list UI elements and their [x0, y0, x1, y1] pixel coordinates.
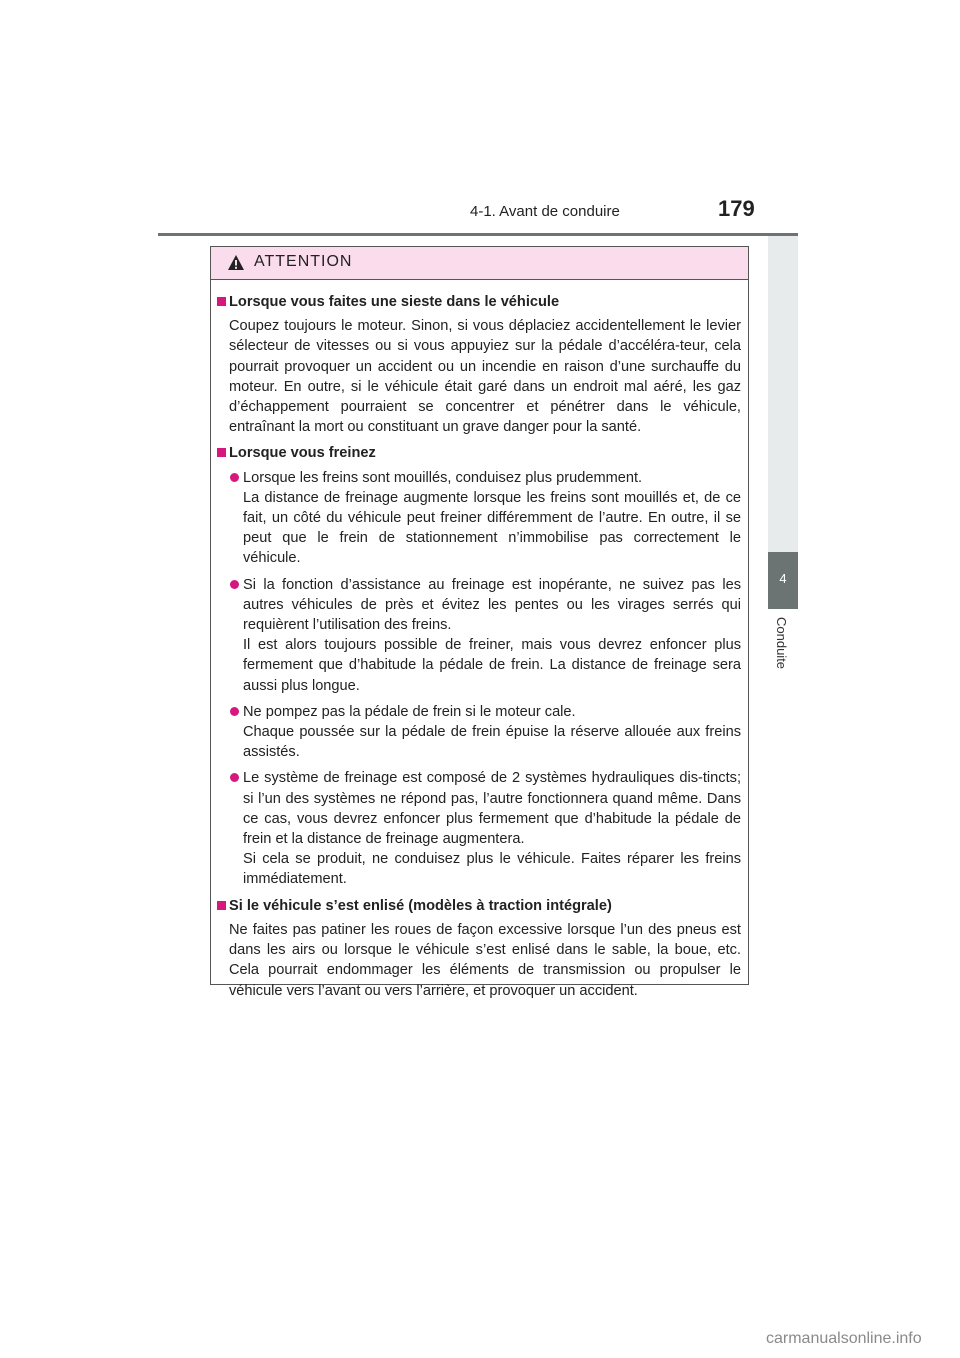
page-number: 179	[718, 196, 755, 221]
square-bullet-icon	[217, 297, 226, 306]
square-bullet-icon	[217, 901, 226, 910]
paragraph-text: Coupez toujours le moteur. Sinon, si vous déplaciez accidentellement le levier sélecteur de vitesses ou si vous appuyiez sur la pédale d’accéléra-teur, cela pourrait provoquer un accident ou un incendie en raison d’une surchauffe du moteur. En outre, si le véhicule était garé dans un endroit mal aéré, les gaz d’échappement pourraient se concentrer et pénétrer dans le véhicule, entraînant la mort ou constituant un grave danger pour la santé.	[229, 318, 741, 436]
section-heading	[217, 896, 741, 916]
warning-box	[210, 246, 749, 999]
section-stuck	[217, 896, 741, 1001]
chapter-number: 4	[779, 571, 787, 586]
header-divider	[158, 233, 798, 236]
square-bullet-icon	[217, 448, 226, 457]
bullet-text: Le système de freinage est composé de 2 systèmes hydrauliques dis-tincts; si l’un des systèmes ne répond pas, l’autre fonctionnera quand même. Dans ce cas, vous devrez enfoncer plus fermement que d’habitude la pédale de frein et la distance de freinage augmentera.	[243, 770, 741, 848]
section-heading	[217, 292, 741, 312]
round-bullet-icon	[230, 473, 239, 482]
bullet-text: La distance de freinage augmente lorsque les freins sont mouillés et, de ce fait, un côté du véhicule peut freiner différemment de l’autre. En outre, il se peut que le frein de stationnement n’immobilise pas correctement le véhicule.	[243, 489, 741, 567]
round-bullet-icon	[230, 773, 239, 782]
paragraph	[217, 316, 741, 437]
section-title: 4-1. Avant de conduire	[470, 203, 620, 220]
paragraph	[217, 920, 741, 1001]
paragraph-text: Ne faites pas patiner les roues de façon excessive lorsque l’un des pneus est dans les airs ou lorsque le véhicule s’est enlisé dans le sable, la boue, etc. Cela pourrait endommager les éléments de transmission ou propulser le véhicule vers l’avant ou vers l’arrière, et provoquer un accident.	[229, 921, 741, 999]
bullet-text: Chaque poussée sur la pédale de frein épuise la réserve allouée aux freins assistés.	[243, 724, 741, 761]
section-braking	[217, 443, 741, 889]
list-item	[217, 575, 741, 696]
round-bullet-icon	[230, 707, 239, 716]
section-heading-text: Lorsque vous faites une sieste dans le véhicule	[229, 294, 560, 310]
warning-triangle-icon	[227, 254, 245, 276]
bullet-text: Il est alors toujours possible de freiner, mais vous devrez enfoncer plus fermement que d’habitude la pédale de frein. La distance de freinage sera aussi plus longue.	[243, 637, 741, 694]
section-heading-text: Si le véhicule s’est enlisé (modèles à traction intégrale)	[229, 897, 612, 914]
section-heading	[217, 443, 741, 463]
bullet-text: Ne pompez pas la pédale de frein si le moteur cale.	[243, 703, 576, 720]
warning-title: ATTENTION	[254, 253, 353, 270]
bullet-text: Si cela se produit, ne conduisez plus le véhicule. Faites réparer les freins immédiatement.	[243, 851, 741, 888]
warning-body	[211, 280, 748, 1001]
bullet-text: Lorsque les freins sont mouillés, conduisez plus prudemment.	[243, 469, 643, 486]
round-bullet-icon	[230, 580, 239, 589]
list-item	[217, 768, 741, 889]
warning-header	[211, 247, 748, 280]
watermark: carmanualsonline.info	[766, 1330, 922, 1347]
section-heading-text: Lorsque vous freinez	[229, 445, 376, 462]
list-item	[217, 702, 741, 763]
section-nap	[217, 292, 741, 437]
list-item	[217, 468, 741, 569]
bullet-text: Si la fonction d’assistance au freinage est inopérante, ne suivez pas les autres véhicules de près et évitez les pentes ou les virages serrés qui requièrent l’utilisation des freins.	[243, 576, 741, 634]
chapter-label: Conduite	[774, 617, 789, 670]
